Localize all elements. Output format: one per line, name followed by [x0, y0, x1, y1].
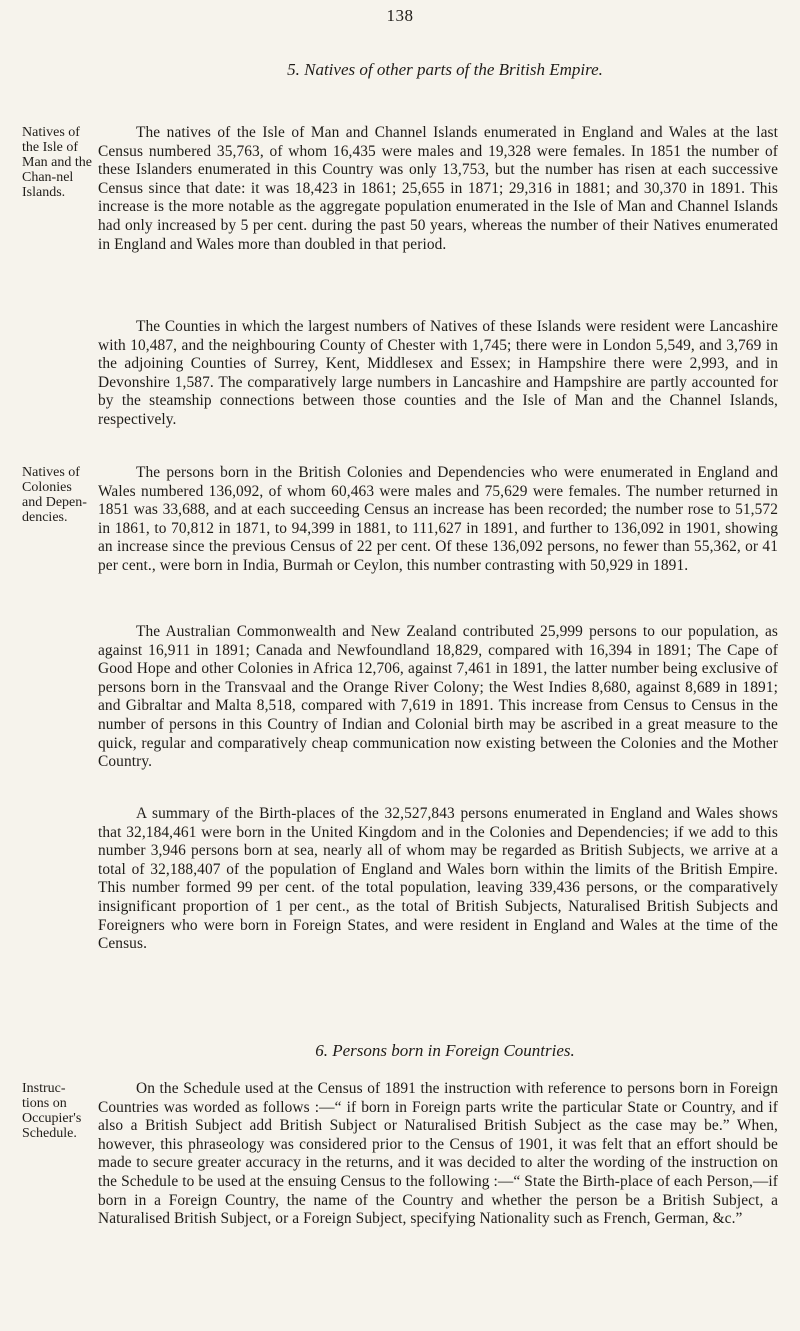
- sidenote-colonies-dependencies: Natives of Colonies and Depen-dencies.: [22, 465, 87, 525]
- sidenote-occupier-schedule: Instruc-tions on Occupier's Schedule.: [22, 1081, 82, 1141]
- paragraph-australia-canada-africa: The Australian Commonwealth and New Zealand contributed 25,999 persons to our population, as against 16,911 in 1891; Canada and Newfoundland 18,829, compared with 16,394 in 1891; The Cape of Good Hope and other Colonies in Africa 12,706, against 7,461 in 1891, the latter number being exclusive of persons born in the Transvaal and the Orange River Colony; the West Indies 8,680, against 8,689 in 1891; and Gibraltar and Malta 8,518, compared with 7,619 in 1891. This increase from Census to Census in the number of persons in this Country of Indian and Colonial birth may be ascribed in a great measure to the quick, regular and comparatively cheap communication now existing between the Colonies and the Mother Country.: [98, 623, 778, 771]
- section-heading-natives-british-empire: 5. Natives of other parts of the British Empire.: [287, 60, 603, 79]
- paragraph-isle-of-man-natives: The natives of the Isle of Man and Channel Islands enumerated in England and Wales at the last Census numbered 35,763, of whom 16,435 were males and 19,328 were females. In 1851 the number of these Islanders enumerated in this Country was only 13,753, but the number has risen at each successive Census since that date: it was 18,423 in 1861; 25,655 in 1871; 29,316 in 1881; and 30,370 in 1891. This increase is the more notable as the aggregate population enumerated in the Isle of Man and Channel Islands had only increased by 5 per cent. during the past 50 years, whereas the number of their Natives enumerated in England and Wales more than doubled in that period.: [98, 124, 778, 253]
- paragraph-birthplace-summary: A summary of the Birth-places of the 32,527,843 persons enumerated in England and Wales shows that 32,184,461 were born in the United Kingdom and in the Colonies and Dependencies; if we add to this number 3,946 persons born at sea, nearly all of whom may be regarded as British Subjects, we arrive at a total of 32,188,407 of the population of England and Wales born within the limits of the British Empire. This number formed 99 per cent. of the total population, leaving 339,436 persons, or the comparatively insignificant proportion of 1 per cent., as the total of British Subjects, Naturalised British Subjects and Foreigners who were born in Foreign States, and were resident in England and Wales at the time of the Census.: [98, 805, 778, 953]
- paragraph-schedule-instructions: On the Schedule used at the Census of 1891 the instruction with reference to persons born in Foreign Countries was worded as follows :—“ if born in Foreign parts write the particular State or Country, and if also a British Subject add British Subject or Naturalised British Subject as the case may be.” When, however, this phraseology was considered prior to the Census of 1901, it was felt that an effort should be made to secure greater accuracy in the returns, and it was decided to alter the wording of the instruction on the Schedule to be used at the ensuing Census to the following :—“ State the Birth-place of each Person,—if born in a Foreign Country, the name of the Country and whether the person be a British Subject, a Naturalised British Subject, or a Foreign Subject, specifying Nationality such as French, German, &c.”: [98, 1080, 778, 1228]
- page-number: 138: [386, 6, 414, 25]
- paragraph-colonial-natives: The persons born in the British Colonies and Dependencies who were enumerated in England and Wales numbered 136,092, of whom 60,463 were males and 75,629 were females. The number returned in 1851 was 33,688, and at each succeeding Census an increase has been recorded; the number rose to 51,572 in 1861, to 70,812 in 1871, to 94,399 in 1881, to 111,627 in 1891, and further to 136,092 in 1901, showing an increase since the previous Census of 22 per cent. Of these 136,092 persons, no fewer than 55,362, or 41 per cent., were born in India, Burmah or Ceylon, this number contrasting with 50,929 in 1891.: [98, 464, 778, 574]
- paragraph-counties-of-residence: The Counties in which the largest numbers of Natives of these Islands were resident were Lancashire with 10,487, and the neighbouring County of Chester with 1,745; there were in London 5,549, and 3,769 in the adjoining Counties of Surrey, Kent, Middlesex and Essex; in Hampshire there were 2,993, and in Devonshire 1,587. The comparatively large numbers in Lancashire and Hampshire are partly accounted for by the steamship connections between those counties and the Isle of Man and the Channel Islands, respectively.: [98, 318, 778, 428]
- section-heading-foreign-born: 6. Persons born in Foreign Countries.: [315, 1041, 575, 1060]
- sidenote-isle-of-man: Natives of the Isle of Man and the Chan-nel Islands.: [22, 125, 92, 200]
